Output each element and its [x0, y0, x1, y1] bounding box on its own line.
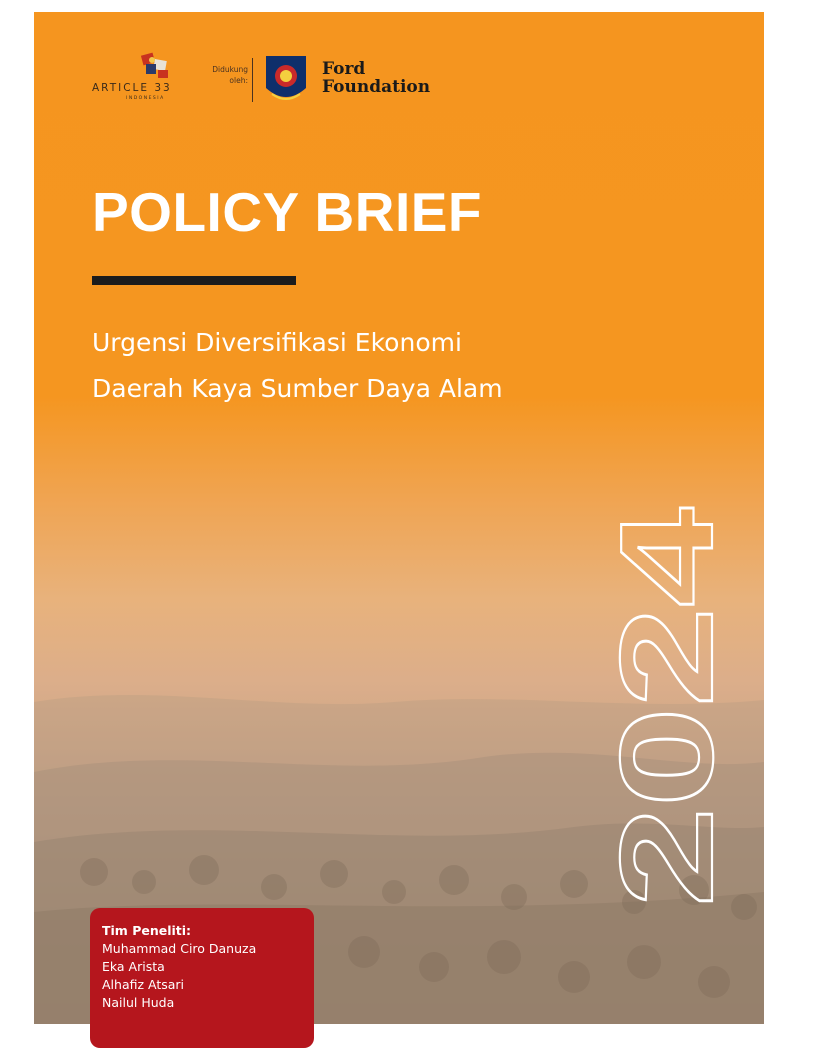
- article33-subtitle: INDONESIA: [126, 96, 165, 101]
- subtitle-line-2: Daerah Kaya Sumber Daya Alam: [92, 374, 503, 403]
- logo-divider: [252, 58, 253, 102]
- ford-logo-line2: Foundation: [322, 77, 431, 97]
- ford-foundation-logo: [322, 60, 430, 96]
- policy-brief-cover: [34, 12, 764, 1024]
- supported-by-label: Didukung oleh:: [212, 65, 248, 85]
- subtitle-line-1: Urgensi Diversifikasi Ekonomi: [92, 328, 462, 357]
- team-member: Eka Arista: [102, 959, 165, 974]
- document-subtitle: [92, 320, 503, 412]
- government-emblem-icon: [264, 54, 308, 106]
- year-outline: [593, 502, 740, 912]
- article33-name: ARTICLE 33: [92, 82, 172, 94]
- title-rule: [92, 276, 296, 285]
- team-heading: Tim Peneliti:: [102, 923, 192, 938]
- document-title: POLICY BRIEF: [92, 181, 483, 243]
- ford-logo-line1: Ford: [322, 59, 366, 79]
- team-member: Nailul Huda: [102, 995, 175, 1010]
- team-member: Alhafiz Atsari: [102, 977, 185, 992]
- article33-logo-icon: [92, 50, 188, 110]
- research-team-box: [90, 908, 314, 1048]
- logo-row: [92, 50, 512, 120]
- team-member: Muhammad Ciro Danuza: [102, 941, 257, 956]
- year-text: 2024: [593, 613, 740, 907]
